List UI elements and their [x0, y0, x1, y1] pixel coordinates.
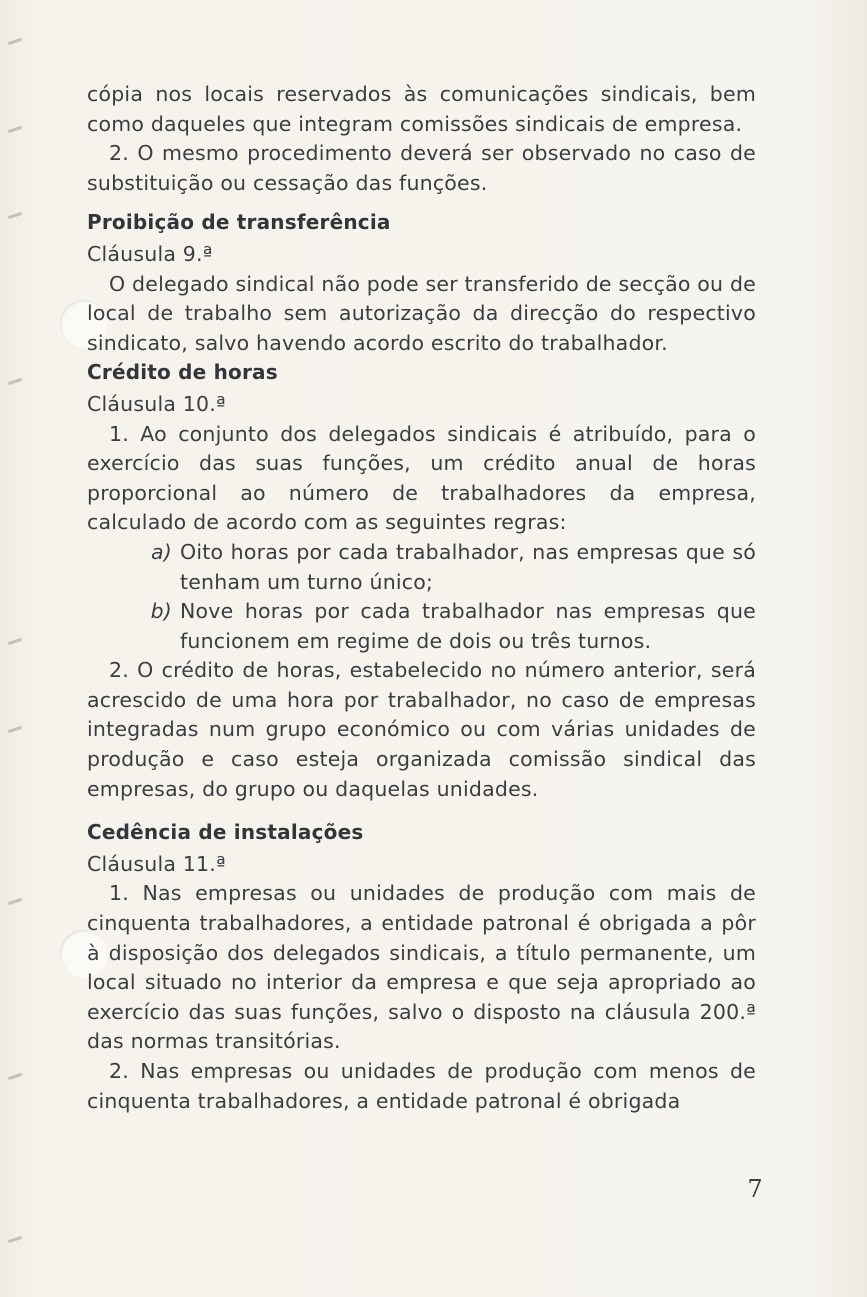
- clause-title: Cláusula 10.ª: [87, 391, 226, 416]
- edge-mark: [8, 378, 22, 385]
- paragraph: 2. O mesmo procedimento deverá ser observado no caso de substituição ou cessação das funções.: [87, 141, 756, 195]
- paragraph: O delegado sindical não pode ser transferido de secção ou de local de trabalho sem autorização da direcção do respectivo sindicato, salvo havendo acordo escrito do trabalhador.: [87, 271, 756, 355]
- text-column: [87, 80, 756, 1116]
- edge-mark: [8, 638, 22, 645]
- edge-mark: [8, 126, 22, 133]
- paragraph: 2. Nas empresas ou unidades de produção com menos de cinquenta trabalhadores, a entidade patronal é obrigada: [87, 1059, 756, 1113]
- edge-mark: [8, 212, 22, 219]
- section-heading: Cedência de instalações: [87, 820, 364, 845]
- list-text: Oito horas por cada trabalhador, nas empresas que só tenham um turno único;: [180, 539, 756, 594]
- edge-mark: [8, 1236, 22, 1243]
- list-label: a): [151, 539, 172, 564]
- list-text: Nove horas por cada trabalhador nas empresas que funcionem em regime de dois ou três turnos.: [180, 599, 756, 653]
- edge-mark: [8, 38, 22, 45]
- page-number: 7: [747, 1175, 763, 1203]
- paragraph: 1. Nas empresas ou unidades de produção com mais de cinquenta trabalhadores, a entidade patronal é obrigada a pôr à disposição dos delegados sindicais, a título permanente, um local situado no interior da empresa e que seja apropriado ao exercício das suas funções, salvo o disposto na cláusula 200.ª das normas transitórias.: [87, 881, 756, 1054]
- paragraph: 2. O crédito de horas, estabelecido no número anterior, será acrescido de uma hora por trabalhador, no caso de empresas integradas num grupo económico ou com várias unidades de produção e caso esteja organizada comissão sindical das empresas, do grupo ou daquelas unidades.: [87, 658, 756, 801]
- section-heading: Crédito de horas: [87, 360, 278, 385]
- edge-mark: [8, 726, 22, 733]
- paragraph-continued: cópia nos locais reservados às comunicações sindicais, bem como daqueles que integram comissões sindicais de empresa.: [87, 82, 756, 136]
- list-item: [87, 538, 756, 597]
- list-item: [87, 597, 756, 656]
- clause-title: Cláusula 9.ª: [87, 241, 213, 266]
- list-label: b): [150, 599, 172, 624]
- clause-title: Cláusula 11.ª: [87, 851, 226, 876]
- edge-mark: [8, 1073, 22, 1080]
- edge-mark: [8, 898, 22, 905]
- section-heading: Proibição de transferência: [87, 210, 391, 235]
- paragraph: 1. Ao conjunto dos delegados sindicais é atribuído, para o exercício das suas funções, um crédito anual de horas proporcional ao número de trabalhadores da empresa, calculado de acordo com as seguintes regras:: [87, 421, 756, 535]
